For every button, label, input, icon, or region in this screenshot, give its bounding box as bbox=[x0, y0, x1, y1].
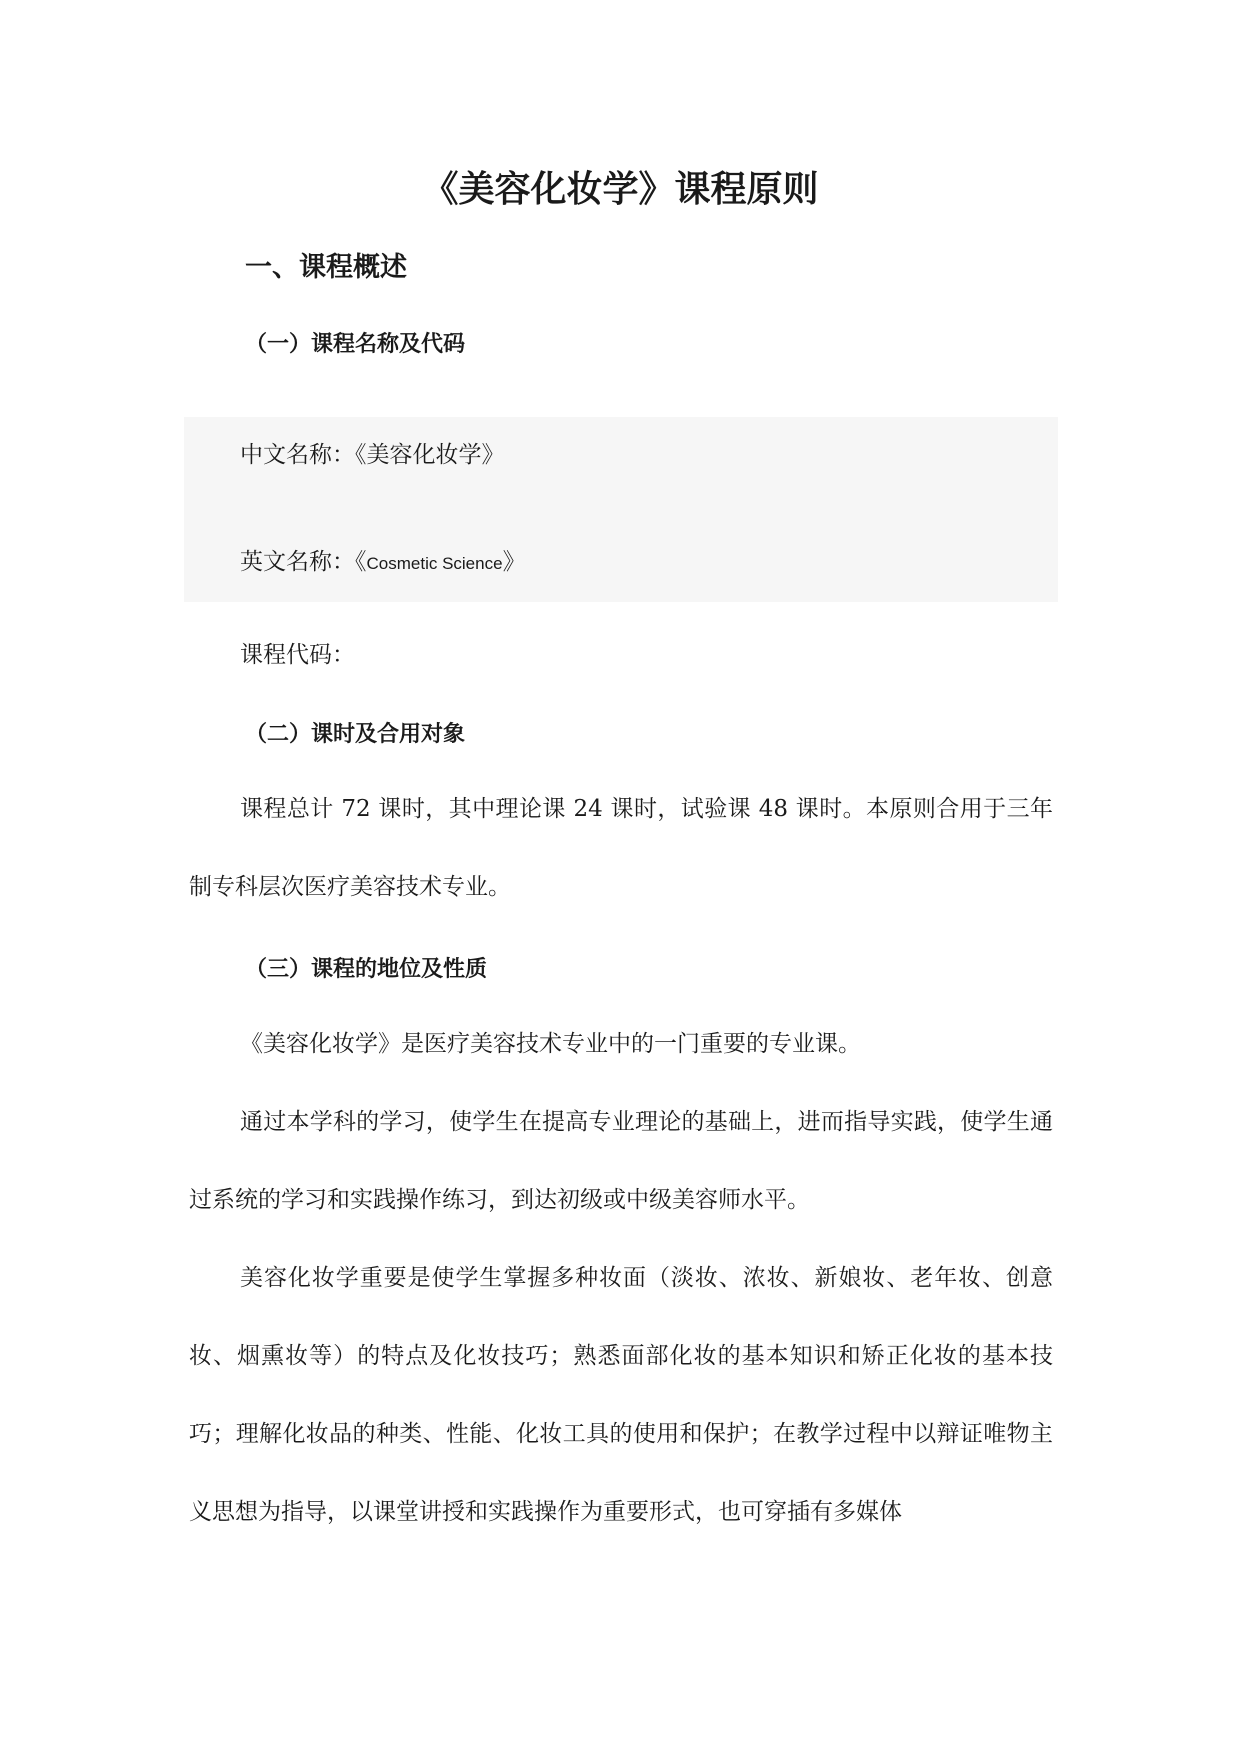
english-name-close: 》 bbox=[502, 549, 526, 575]
english-name-open: 《 bbox=[355, 549, 367, 575]
chinese-name-line bbox=[240, 440, 505, 470]
document-title: 《美容化妆学》课程原则 bbox=[422, 169, 819, 210]
english-name-line bbox=[240, 547, 526, 579]
subsection-heading-name-code: （一）课程名称及代码 bbox=[245, 332, 466, 357]
status-paragraph-3: 美容化妆学重要是使学生掌握多种妆面（淡妆、浓妆、新娘妆、老年妆、创意妆、烟熏妆等）的特点及化妆技巧；熟悉面部化妆的基本知识和矫正化妆的基本技巧；理解化妆品的种类、性能、化妆工具的使用和保护；在教学过程中以辩证唯物主义思想为指导，以课堂讲授和实践操作为重要形式，也可穿插有多媒体 bbox=[189, 1265, 1053, 1525]
status-paragraph-1: 《美容化妆学》是医疗美容技术专业中的一门重要的专业课。 bbox=[240, 1031, 861, 1057]
subsection-heading-status: （三）课程的地位及性质 bbox=[245, 957, 488, 982]
subsection-heading-hours: （二）课时及合用对象 bbox=[245, 722, 466, 747]
english-name-label: 英文名称： bbox=[240, 549, 355, 575]
hours-paragraph: 课程总计 72 课时，其中理论课 24 课时，试验课 48 课时。本原则合用于三年制专科层次医疗美容技术专业。 bbox=[189, 796, 1053, 900]
chinese-name-label: 中文名称： bbox=[240, 442, 355, 468]
english-name-value: Cosmetic Science bbox=[366, 554, 503, 573]
chinese-name-value: 《美容化妆学》 bbox=[355, 442, 505, 468]
section-heading-overview: 一、课程概述 bbox=[245, 252, 407, 283]
course-code-line: 课程代码： bbox=[240, 642, 355, 668]
status-paragraph-2: 通过本学科的学习，使学生在提高专业理论的基础上，进而指导实践，使学生通过系统的学习和实践操作练习，到达初级或中级美容师水平。 bbox=[189, 1109, 1053, 1213]
